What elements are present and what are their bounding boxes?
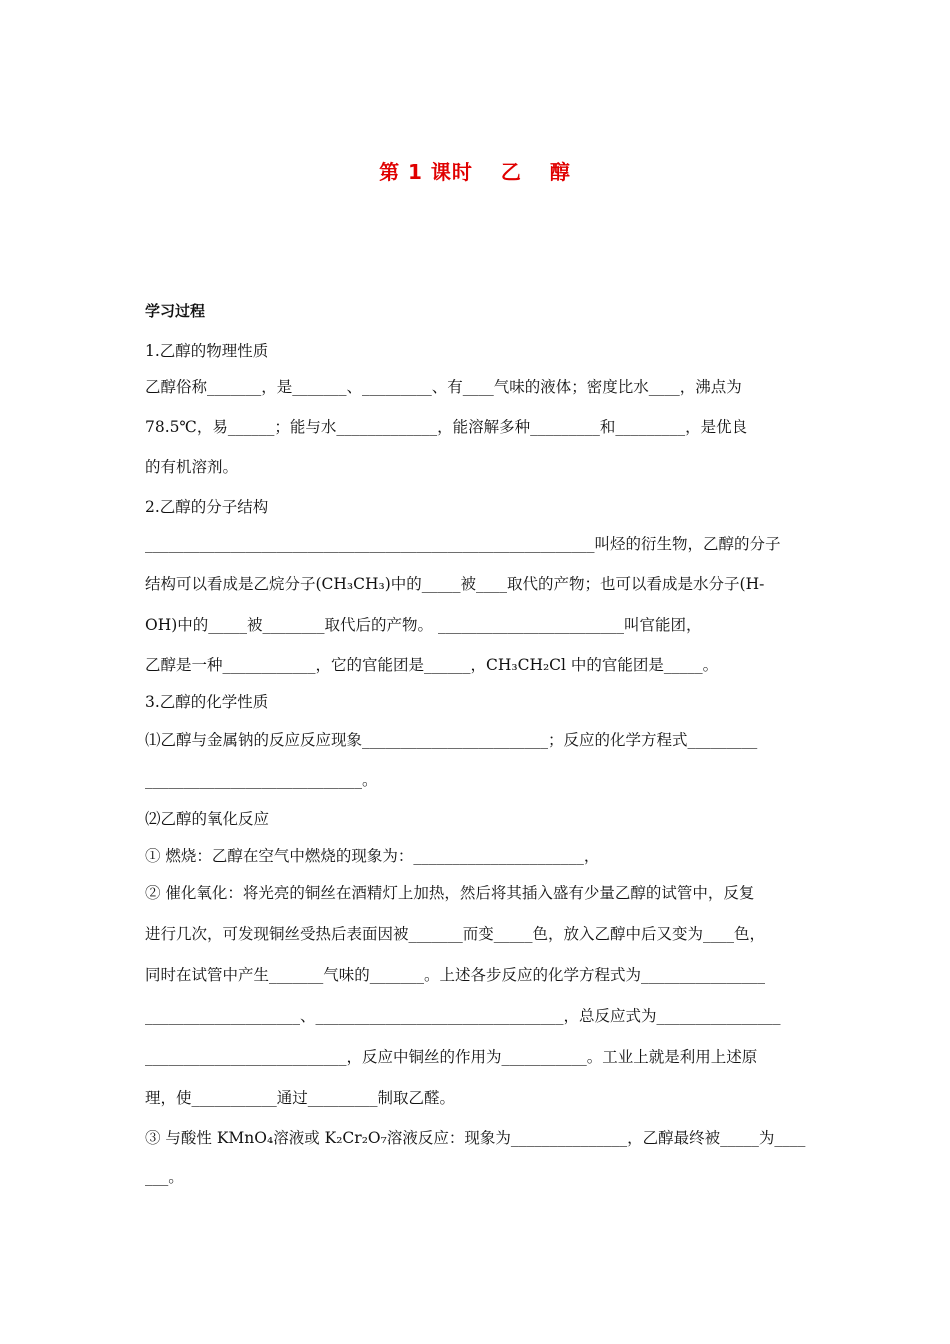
text-line: ③ 与酸性 KMnO₄溶液或 K₂Cr₂O₇溶液反应：现象为_______________，乙醇最终被_____为____ xyxy=(145,1129,806,1147)
text-line: ___。 xyxy=(145,1168,184,1186)
section-heading-learning-process: 学习过程 xyxy=(145,302,206,320)
text-line: ____________________________。 xyxy=(145,771,378,789)
text-line: 结构可以看成是乙烷分子(CH₃CH₃)中的_____被____取代的产物；也可以看成是水分子(H- xyxy=(145,575,765,593)
heading-molecular-structure: 2.乙醇的分子结构 xyxy=(145,498,269,516)
text-line: __________________________________________________________叫烃的衍生物，乙醇的分子 xyxy=(145,535,781,553)
heading-physical-properties: 1.乙醇的物理性质 xyxy=(145,342,269,360)
text-line: 乙醇是一种____________，它的官能团是______，CH₃CH₂Cl 中的官能团是_____。 xyxy=(145,656,719,674)
text-line: ____________________、________________________________，总反应式为________________ xyxy=(145,1007,781,1025)
text-line: 同时在试管中产生_______气味的_______。上述各步反应的化学方程式为________________ xyxy=(145,966,766,984)
heading-chemical-properties: 3.乙醇的化学性质 xyxy=(145,693,269,711)
text-line: 进行几次，可发现铜丝受热后表面因被_______而变_____色，放入乙醇中后又变为____色， xyxy=(145,925,766,943)
text-line: 78.5℃，易______；能与水_____________，能溶解多种_________和_________，是优良 xyxy=(145,418,748,436)
page-title xyxy=(0,156,950,185)
text-line: 理，使___________通过_________制取乙醛。 xyxy=(145,1089,456,1107)
text-line: ⑴乙醇与金属钠的反应反应现象________________________；反应的化学方程式_________ xyxy=(145,731,758,749)
title-lesson: 第 1 课时 xyxy=(379,160,473,184)
text-line: ① 燃烧：乙醇在空气中燃烧的现象为：______________________， xyxy=(145,847,600,865)
title-char-2: 醇 xyxy=(549,160,571,184)
text-line: 的有机溶剂。 xyxy=(145,458,239,476)
text-line: ② 催化氧化：将光亮的铜丝在酒精灯上加热，然后将其插入盛有少量乙醇的试管中，反复 xyxy=(145,884,755,902)
heading-oxidation: ⑵乙醇的氧化反应 xyxy=(145,810,270,828)
text-line: OH)中的_____被________取代后的产物。 ________________________叫官能团， xyxy=(145,616,702,634)
text-line: 乙醇俗称_______，是_______、_________、有____气味的液体；密度比水____，沸点为 xyxy=(145,378,742,396)
text-line: __________________________，反应中铜丝的作用为___________。工业上就是利用上述原 xyxy=(145,1048,758,1066)
title-char-1: 乙 xyxy=(500,160,522,184)
